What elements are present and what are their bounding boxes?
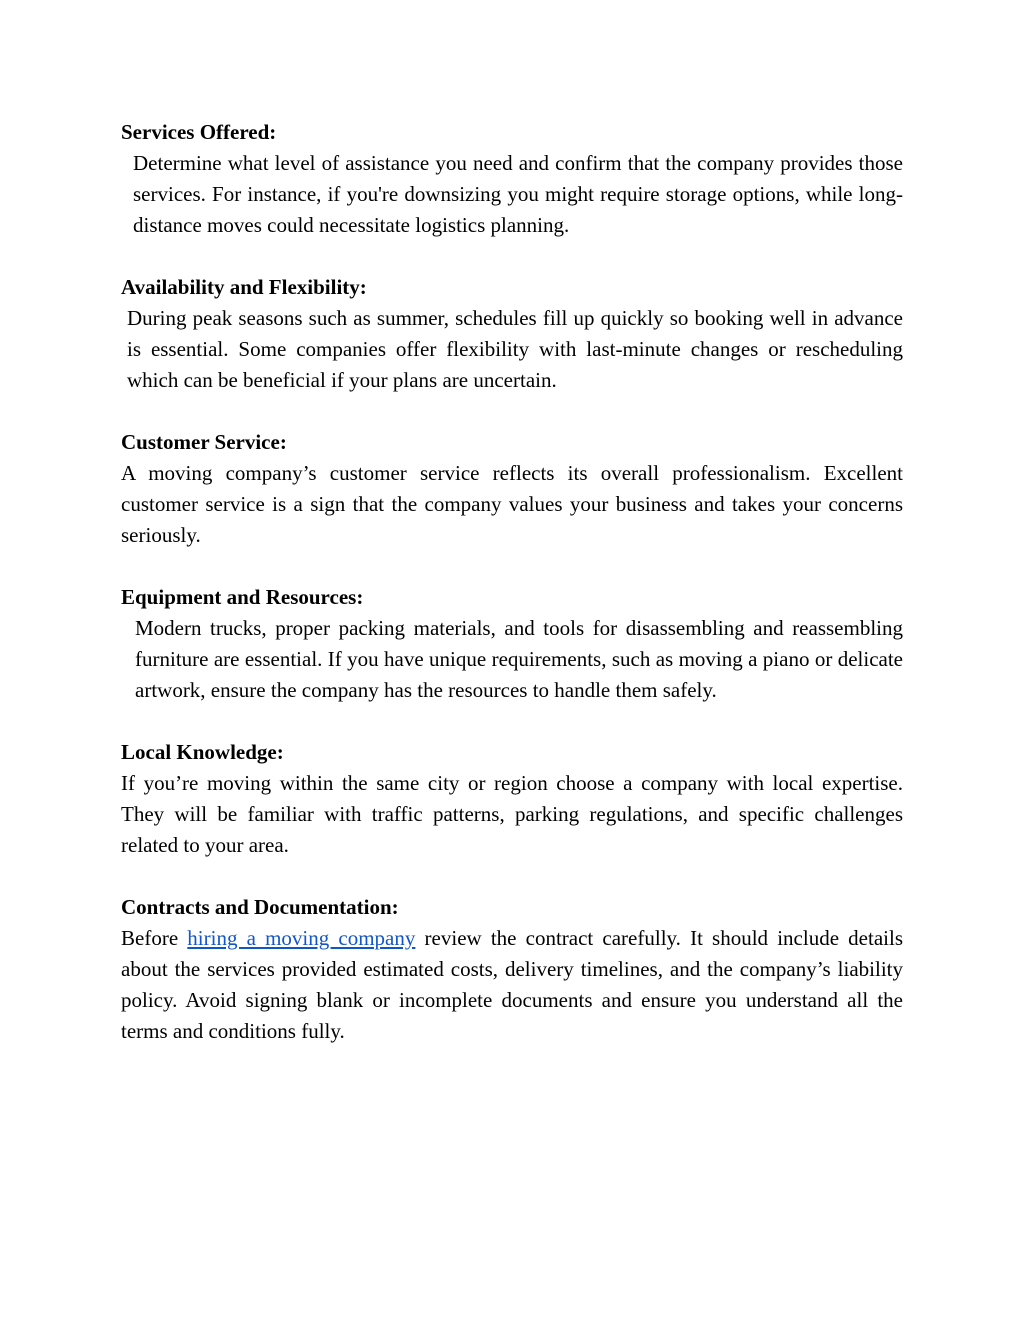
section-services-offered: [121, 117, 903, 241]
section-body: During peak seasons such as summer, schedules fill up quickly so booking well in advance is essential. Some companies offer flexibility with last-minute changes or rescheduling which can be beneficial if your plans are uncertain.: [127, 306, 903, 392]
section-customer-service: [121, 427, 903, 551]
document-page: [121, 117, 903, 1078]
section-body: [121, 923, 903, 1047]
section-body: Determine what level of assistance you need and confirm that the company provides those services. For instance, if you're downsizing you might require storage options, while long-distance moves could necessitate logistics planning.: [133, 151, 903, 237]
section-heading: Contracts and Documentation:: [121, 895, 399, 919]
section-body: If you’re moving within the same city or region choose a company with local expertise. They will be familiar with traffic patterns, parking regulations, and specific challenges related to your area.: [121, 771, 903, 857]
section-body: Modern trucks, proper packing materials, and tools for disassembling and reassembling furniture are essential. If you have unique requirements, such as moving a piano or delicate artwork, ensure the company has the resources to handle them safely.: [135, 616, 903, 702]
section-heading: Equipment and Resources:: [121, 585, 364, 609]
section-heading: Local Knowledge:: [121, 740, 284, 764]
section-contracts-documentation: [121, 892, 903, 1047]
section-heading: Customer Service:: [121, 430, 287, 454]
section-local-knowledge: [121, 737, 903, 861]
section-heading: Services Offered:: [121, 120, 277, 144]
section-equipment-resources: [121, 582, 903, 706]
section-heading: Availability and Flexibility:: [121, 275, 367, 299]
body-text-after-link: review the contract carefully. It should include details about the services provided estimated costs, delivery timelines, and the company’s liability policy. Avoid signing blank or incomplete documents and ensure you understand all the terms and conditions fully.: [121, 926, 903, 1043]
hiring-moving-company-link[interactable]: hiring a moving company: [187, 926, 416, 950]
section-body: A moving company’s customer service reflects its overall professionalism. Excellent customer service is a sign that the company values your business and takes your concerns seriously.: [121, 461, 903, 547]
body-text-before-link: Before: [121, 926, 188, 950]
section-availability-flexibility: [121, 272, 903, 396]
